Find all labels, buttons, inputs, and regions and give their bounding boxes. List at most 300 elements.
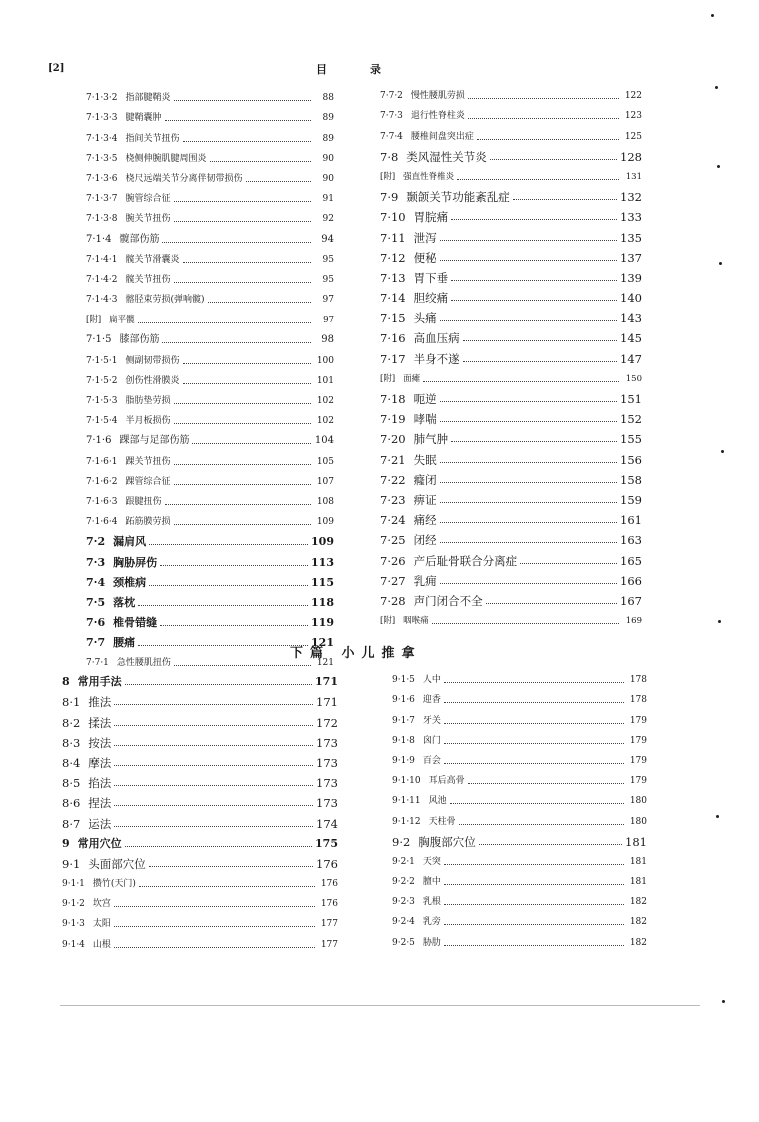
dot-leader: [138, 644, 308, 646]
toc-entry-number: 9·1·4: [62, 939, 85, 950]
dot-leader: [444, 681, 624, 683]
toc-entry-page: 122: [624, 91, 642, 102]
toc-entry-title: 声门闭合不全: [413, 593, 483, 608]
toc-entry-number: 8·2: [62, 715, 81, 730]
dot-leader: [440, 319, 617, 321]
toc-entry-title: 乳根: [422, 897, 441, 908]
dot-leader: [440, 400, 617, 402]
toc-entry: [392, 908, 647, 928]
dot-leader: [183, 382, 311, 384]
dot-leader: [160, 564, 308, 566]
toc-entry: [380, 163, 642, 183]
dot-leader: [114, 724, 313, 726]
toc-entry-page: 143: [620, 311, 642, 326]
dot-leader: [114, 804, 313, 806]
toc-entry-title: 胃下垂: [413, 270, 449, 285]
running-title: [316, 61, 424, 77]
toc-entry-number: 9·1·1: [62, 879, 85, 890]
toc-entry-page: 128: [620, 149, 642, 164]
toc-entry-number: 7·1·3·7: [86, 194, 118, 205]
toc-entry-number: 7·1·3·3: [86, 113, 118, 124]
toc-entry-number: 7·28: [380, 593, 406, 608]
dot-leader: [444, 742, 624, 744]
dot-leader: [468, 117, 619, 119]
toc-entry-page: 158: [620, 472, 642, 487]
toc-entry-number: 7·1·4: [86, 233, 112, 245]
toc-entry-page: 102: [316, 396, 334, 406]
toc-entry-number: 7·1·5·3: [86, 396, 118, 406]
toc-entry-number: 7·16: [380, 331, 406, 346]
toc-entry-page: 173: [316, 735, 338, 750]
toc-entry-page: 152: [620, 412, 642, 427]
toc-entry-number: 8·3: [62, 735, 81, 750]
toc-entry-page: 179: [629, 776, 647, 787]
toc-entry-title: 咽喉痛: [403, 616, 429, 627]
toc-entry-title: 摩法: [88, 755, 112, 770]
toc-entry-page: 95: [322, 274, 334, 285]
toc-entry-number: 7·1·6·1: [86, 456, 118, 467]
toc-entry-page: 169: [625, 616, 642, 627]
toc-entry-title: 胸腹部穴位: [418, 834, 476, 849]
toc-entry: [86, 548, 334, 568]
toc-entry: [86, 266, 334, 286]
toc-entry-page: 90: [322, 173, 334, 184]
toc-entry-title: 胆绞痛: [413, 291, 449, 306]
toc-entry-number: 7·18: [380, 392, 406, 406]
toc-entry: [380, 143, 642, 163]
toc-entry-number: 7·10: [380, 210, 406, 225]
toc-entry-title: 扁平髋: [109, 315, 135, 326]
toc-entry-page: 181: [625, 834, 647, 849]
toc-entry-number: 7·1·4·3: [86, 295, 118, 306]
toc-entry-number: 7·1·4·2: [86, 274, 118, 285]
dot-leader: [174, 664, 311, 666]
toc-entry: [380, 264, 642, 284]
toc-entry: [380, 304, 642, 324]
toc-entry: [86, 306, 334, 326]
toc-entry-number: 7·7·2: [380, 91, 403, 102]
toc-entry-title: 肺气肿: [413, 432, 449, 447]
toc-entry: [392, 888, 647, 908]
toc-entry-title: 推法: [88, 695, 112, 710]
toc-entry-page: 177: [320, 939, 338, 950]
dot-leader: [440, 461, 617, 463]
toc-entry-title: 闭经: [413, 533, 437, 548]
toc-entry-title: 半身不遂: [413, 351, 460, 366]
toc-entry-page: 181: [629, 877, 647, 888]
toc-entry-page: 119: [311, 616, 334, 630]
toc-entry-page: 109: [311, 535, 334, 549]
toc-entry-page: 175: [315, 836, 338, 850]
toc-entry: [86, 528, 334, 548]
toc-entry-number: 9·2·4: [392, 917, 415, 928]
toc-entry: [86, 84, 334, 104]
toc-entry-page: 182: [629, 917, 647, 928]
toc-entry: [62, 830, 338, 850]
dot-leader: [440, 521, 617, 523]
toc-entry-page: 179: [629, 755, 647, 766]
toc-entry-number: 9·1·7: [392, 715, 415, 726]
toc-entry-title: 面瘫: [403, 373, 421, 384]
toc-entry-number: 7·12: [380, 250, 406, 265]
dot-leader: [174, 483, 311, 485]
toc-entry-title: 踝关节扭伤: [125, 456, 171, 467]
toc-entry-number: 7·8: [380, 149, 399, 164]
toc-entry-title: 常用穴位: [77, 836, 122, 850]
toc-entry-page: 131: [625, 171, 642, 182]
running-title-right: 录: [370, 63, 381, 76]
toc-entry: [86, 346, 334, 366]
toc-entry: [380, 324, 642, 344]
toc-entry: [62, 930, 338, 950]
scan-speck: [722, 1000, 725, 1003]
toc-entry-number: 7·1·5·4: [86, 416, 118, 427]
toc-entry: [380, 122, 642, 142]
toc-entry-page: 140: [620, 291, 642, 306]
toc-entry-page: 172: [316, 715, 338, 730]
toc-entry-page: 91: [322, 194, 334, 205]
toc-entry: [86, 145, 334, 165]
toc-entry-page: 159: [620, 492, 642, 507]
scan-speck: [715, 86, 718, 89]
toc-entry-title: 膻中: [422, 877, 441, 888]
dot-leader: [174, 422, 311, 424]
toc-entry: [380, 466, 642, 486]
dot-leader: [513, 198, 617, 200]
toc-entry-title: 头面部穴位: [88, 856, 146, 871]
toc-entry-title: 运法: [88, 816, 112, 831]
toc-left-bottom-column: [62, 668, 338, 951]
toc-entry-page: 176: [320, 899, 338, 910]
dot-leader: [440, 582, 617, 584]
toc-entry-number: 7·1·6·2: [86, 476, 118, 487]
toc-entry: [392, 848, 647, 868]
toc-entry-page: 173: [316, 755, 338, 770]
toc-entry: [86, 246, 334, 266]
toc-entry-number: 8: [62, 675, 70, 689]
toc-entry-title: 山根: [92, 939, 111, 950]
toc-entry: [380, 284, 642, 304]
toc-entry-number: 7·7·1: [86, 658, 109, 669]
toc-entry-page: 176: [320, 879, 338, 890]
toc-entry-title: 脂肪垫劳损: [125, 396, 171, 406]
toc-entry-number: 7·14: [380, 291, 406, 306]
dot-leader: [486, 602, 617, 604]
dot-leader: [162, 241, 311, 243]
toc-entry-number: 7·25: [380, 533, 406, 548]
toc-entry: [392, 868, 647, 888]
dot-leader: [477, 138, 619, 140]
toc-entry-page: 151: [620, 392, 642, 406]
toc-entry: [86, 468, 334, 488]
toc-entry: [392, 828, 647, 848]
toc-entry-number: 7·7: [86, 636, 106, 650]
toc-entry-title: 胁肋: [422, 937, 441, 948]
dot-leader: [468, 97, 619, 99]
toc-entry-number: 8·4: [62, 755, 81, 770]
dot-leader: [174, 402, 311, 404]
scan-speck: [718, 620, 721, 623]
toc-entry-number: 7·1·6·3: [86, 496, 118, 507]
toc-entry: [380, 223, 642, 243]
toc-entry-page: 94: [321, 233, 334, 245]
toc-entry-number: [附]: [380, 171, 396, 182]
dot-leader: [183, 261, 311, 263]
toc-entry-number: 9: [62, 836, 70, 850]
toc-entry-title: 乳痈: [413, 573, 437, 588]
toc-right-top-column: [380, 82, 642, 627]
toc-entry-page: 173: [316, 796, 338, 811]
toc-entry: [380, 344, 642, 364]
dot-leader: [444, 722, 624, 724]
toc-entry-page: 179: [629, 715, 647, 726]
dot-leader: [165, 503, 311, 505]
toc-entry: [392, 928, 647, 948]
toc-entry: [62, 708, 338, 728]
part-title: 下篇 小儿推拿: [290, 646, 422, 661]
toc-entry: [86, 104, 334, 124]
toc-entry-number: 9·1·3: [62, 919, 85, 930]
toc-entry: [86, 387, 334, 407]
toc-entry: [392, 767, 647, 787]
toc-entry-page: 156: [620, 452, 642, 467]
toc-entry-title: 掐法: [88, 776, 112, 791]
toc-entry: [380, 425, 642, 445]
toc-entry-title: 呃逆: [413, 392, 437, 406]
toc-entry-number: 7·5: [86, 595, 106, 609]
toc-entry-page: 145: [620, 331, 642, 346]
toc-entry-number: 7·11: [380, 230, 406, 245]
toc-entry-title: 风池: [428, 796, 447, 807]
dot-leader: [468, 782, 624, 784]
dot-leader: [451, 279, 617, 281]
toc-entry: [380, 385, 642, 405]
dot-leader: [444, 944, 624, 946]
toc-entry-title: 髋部伤筋: [119, 233, 160, 245]
running-title-left: 目: [316, 63, 327, 76]
toc-entry-title: 急性腰肌扭伤: [116, 658, 171, 669]
dot-leader: [162, 341, 311, 343]
toc-entry-number: 7·15: [380, 311, 406, 326]
toc-entry: [380, 587, 642, 607]
toc-entry: [86, 427, 334, 447]
toc-entry-number: 7·1·5·1: [86, 355, 118, 366]
dot-leader: [444, 701, 624, 703]
toc-entry-number: 7·24: [380, 513, 406, 528]
toc-entry-title: 乳旁: [422, 917, 441, 928]
toc-entry-number: 9·2·1: [392, 856, 415, 867]
toc-entry-title: 坎宫: [92, 899, 111, 910]
toc-entry-title: 侧副韧带损伤: [125, 355, 180, 366]
toc-entry-title: 胸胁屏伤: [113, 555, 158, 569]
dot-leader: [174, 220, 311, 222]
toc-entry: [392, 727, 647, 747]
toc-entry-page: 89: [322, 133, 334, 144]
dot-leader: [165, 119, 311, 121]
toc-entry-page: 180: [629, 816, 647, 827]
toc-entry-title: 颈椎病: [113, 575, 147, 589]
toc-entry-number: 7·1·4·1: [86, 254, 118, 265]
dot-leader: [432, 622, 619, 624]
toc-entry-number: 7·13: [380, 270, 406, 285]
toc-entry: [380, 607, 642, 627]
toc-entry-page: 90: [322, 153, 334, 164]
scan-speck: [717, 165, 720, 168]
toc-entry: [392, 787, 647, 807]
toc-entry-page: 182: [629, 937, 647, 948]
dot-leader: [246, 180, 311, 182]
toc-entry-page: 171: [315, 675, 338, 689]
toc-entry-page: 89: [322, 113, 334, 124]
toc-entry: [380, 526, 642, 546]
toc-entry-number: 7·23: [380, 492, 406, 507]
toc-entry-number: 7·1·6·4: [86, 517, 118, 528]
toc-entry-title: 指间关节扭伤: [125, 133, 180, 144]
toc-entry-number: [附]: [380, 373, 396, 384]
toc-entry-title: 髂胫束劳损(弹响髋): [125, 295, 205, 306]
toc-entry-page: 108: [316, 496, 334, 507]
toc-entry: [380, 82, 642, 102]
toc-entry-title: 椎骨错缝: [113, 616, 158, 630]
toc-entry-number: 7·1·3·8: [86, 214, 118, 225]
dot-leader: [451, 299, 617, 301]
toc-entry-number: 9·1·10: [392, 776, 421, 787]
toc-entry-page: 109: [316, 517, 334, 528]
toc-entry-title: 便秘: [413, 250, 437, 265]
toc-entry-title: 退行性脊柱炎: [410, 111, 465, 122]
toc-entry-number: 8·5: [62, 776, 81, 791]
dot-leader: [183, 362, 311, 364]
toc-entry-title: 半月板损伤: [125, 416, 171, 427]
toc-entry-page: 113: [311, 555, 334, 569]
toc-entry: [392, 747, 647, 767]
toc-left-top-column: [86, 84, 334, 669]
dot-leader: [138, 321, 311, 323]
toc-entry: [380, 183, 642, 203]
toc-entry: [380, 546, 642, 566]
toc-entry-title: 产后耻骨联合分离症: [413, 553, 518, 568]
toc-entry-title: 胃脘痛: [413, 210, 449, 225]
toc-entry-page: 161: [620, 513, 642, 528]
toc-entry: [380, 567, 642, 587]
toc-entry-number: 7·6: [86, 616, 106, 630]
toc-entry-number: 7·9: [380, 190, 399, 205]
dot-leader: [490, 158, 617, 160]
toc-entry-title: 腰椎间盘突出症: [410, 131, 474, 142]
toc-entry-title: 高血压病: [413, 331, 460, 346]
toc-entry-title: 泄泻: [413, 230, 437, 245]
toc-entry-page: 178: [629, 675, 647, 686]
toc-entry-page: 121: [311, 636, 334, 650]
toc-entry: [86, 488, 334, 508]
toc-entry-title: 囟门: [422, 735, 441, 746]
toc-entry-number: 7·7·4: [380, 131, 403, 142]
toc-entry-page: 180: [629, 796, 647, 807]
dot-leader: [440, 239, 617, 241]
toc-entry-page: 100: [316, 355, 334, 366]
dot-leader: [114, 703, 313, 705]
toc-entry-number: 7·7·3: [380, 111, 403, 122]
toc-entry-title: 指部腱鞘炎: [125, 93, 171, 104]
dot-leader: [149, 865, 313, 867]
toc-entry-number: 7·1·5: [86, 334, 112, 346]
toc-entry: [86, 185, 334, 205]
page-number: [2]: [48, 63, 65, 74]
toc-entry-number: 7·19: [380, 412, 406, 427]
dot-leader: [114, 946, 315, 948]
dot-leader: [160, 624, 308, 626]
toc-entry: [380, 102, 642, 122]
toc-entry-title: 痛经: [413, 513, 437, 528]
dot-leader: [192, 442, 311, 444]
toc-entry-page: 150: [625, 373, 642, 384]
dot-leader: [444, 903, 624, 905]
toc-entry-page: 155: [620, 432, 642, 447]
toc-entry-page: 182: [629, 897, 647, 908]
toc-entry-page: 95: [322, 254, 334, 265]
dot-leader: [125, 683, 312, 685]
toc-entry-title: 腕管综合征: [125, 194, 171, 205]
toc-entry-page: 92: [322, 214, 334, 225]
toc-entry-title: 百会: [422, 755, 441, 766]
toc-entry: [62, 789, 338, 809]
toc-entry-page: 147: [620, 351, 642, 366]
toc-entry-title: 太阳: [92, 919, 111, 930]
toc-entry-title: 天突: [422, 856, 441, 867]
toc-entry-number: 7·3: [86, 555, 106, 569]
toc-entry-page: 139: [620, 270, 642, 285]
dot-leader: [208, 301, 311, 303]
toc-entry-title: 踝管综合征: [125, 476, 171, 487]
toc-entry: [380, 405, 642, 425]
toc-entry-number: 7·1·5·2: [86, 375, 118, 386]
toc-entry-number: 9·2·3: [392, 897, 415, 908]
toc-entry-number: 9·1·5: [392, 675, 415, 686]
toc-entry-number: 7·27: [380, 573, 406, 588]
scan-speck: [716, 815, 719, 818]
toc-entry-title: 桡侧伸腕肌腱周围炎: [125, 153, 207, 164]
toc-entry-title: 髋关节扭伤: [125, 274, 171, 285]
toc-entry-page: 167: [620, 593, 642, 608]
toc-entry-number: 9·1·6: [392, 695, 415, 706]
dot-leader: [479, 843, 622, 845]
toc-entry-number: 7·1·3·2: [86, 93, 118, 104]
dot-leader: [114, 925, 315, 927]
toc-entry-title: 捏法: [88, 796, 112, 811]
dot-leader: [138, 604, 308, 606]
dot-leader: [444, 923, 624, 925]
toc-entry-title: 漏肩风: [113, 535, 147, 549]
toc-entry-number: 7·26: [380, 553, 406, 568]
dot-leader: [463, 360, 617, 362]
toc-entry: [86, 326, 334, 346]
toc-entry: [62, 910, 338, 930]
toc-entry-title: 迎香: [422, 695, 441, 706]
dot-leader: [183, 140, 311, 142]
dot-leader: [520, 562, 617, 564]
toc-entry-page: 102: [316, 416, 334, 427]
dot-leader: [457, 178, 619, 180]
toc-entry-number: 7·1·3·6: [86, 173, 118, 184]
toc-entry-page: 171: [316, 695, 338, 710]
toc-entry-page: 166: [620, 573, 642, 588]
toc-entry-title: 天柱骨: [428, 816, 456, 827]
toc-entry: [62, 870, 338, 890]
toc-entry-title: 头痛: [413, 311, 437, 326]
toc-entry-page: 98: [321, 334, 334, 346]
dot-leader: [114, 764, 313, 766]
toc-entry: [62, 769, 338, 789]
